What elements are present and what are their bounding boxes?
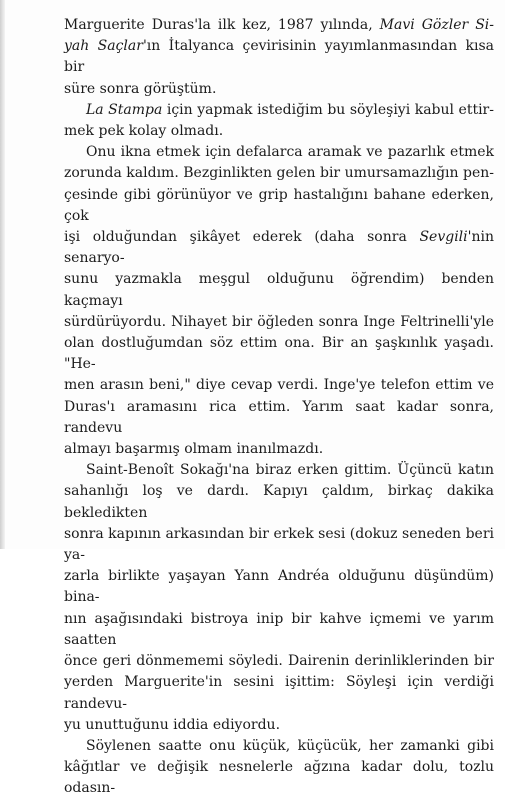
body-text — [64, 15, 494, 800]
text-run: Onu ikna etmek için defalarca aramak ve pazarlık etmek — [86, 144, 494, 161]
text-run: çesinde gibi görünüyor ve grip hastalığını bahane ederken, çok — [64, 186, 494, 224]
text-run: Saint-Benoît Sokağı'na biraz erken gittim. Üçüncü katın — [86, 462, 494, 479]
text-run: Söylenen saatte onu küçük, küçücük, her zamanki gibi — [86, 737, 494, 754]
text-line — [64, 15, 494, 36]
text-line — [64, 609, 494, 651]
text-line — [64, 36, 494, 78]
text-line — [64, 227, 494, 269]
text-line — [64, 100, 494, 121]
text-run: yerden Marguerite'in sesini işittim: Söyleşi için verdiği randevu- — [64, 674, 494, 712]
text-line — [64, 460, 494, 481]
text-run: sürdürüyordu. Nihayet bir öğleden sonra Inge Feltrinelli'yle — [64, 313, 494, 330]
text-line — [64, 185, 494, 227]
text-run: men arasın beni," diye cevap verdi. Inge'ye telefon ettim ve — [64, 377, 494, 394]
text-line — [64, 715, 494, 736]
text-run: sahanlığı loş ve dardı. Kapıyı çaldım, birkaç dakika bekledikten — [64, 483, 494, 521]
italic-title: Mavi Gözler Si- — [379, 17, 494, 33]
text-line — [64, 163, 494, 184]
text-line — [64, 121, 494, 142]
text-run: mek pek kolay olmadı. — [64, 123, 224, 140]
italic-title: La Stampa — [86, 101, 163, 118]
text-line — [64, 333, 494, 375]
text-run: zorunda kaldım. Bezginlikten gelen bir umursamazlığın pen- — [64, 165, 494, 182]
text-run: işi olduğundan şikâyet ederek (daha sonra — [64, 229, 420, 246]
text-line — [64, 439, 494, 460]
italic-title: Sevgili — [419, 229, 468, 246]
text-line — [64, 481, 494, 523]
text-run: 'nin senaryo- — [64, 229, 494, 267]
text-run: nın aşağısındaki bistroya inip bir kahve içmemi ve yarım saatten — [64, 610, 494, 648]
text-run: kâğıtlar ve değişik nesnelerle ağzına kadar dolu, tozlu odasın- — [64, 759, 494, 797]
text-run: almayı başarmış olmam inanılmazdı. — [64, 441, 324, 458]
text-line — [64, 375, 494, 396]
text-line — [64, 524, 494, 566]
page-binding-shadow — [0, 0, 5, 549]
text-line — [64, 397, 494, 439]
text-line — [64, 736, 494, 757]
text-run: olan dostluğumdan söz ettim ona. Bir an şaşkınlık yaşadı. "He- — [64, 335, 494, 373]
text-line — [64, 651, 494, 672]
text-line — [64, 312, 494, 333]
text-line — [64, 566, 494, 608]
text-run: 'ın İtalyanca çevirisinin yayımlanmasından kısa bir — [64, 38, 494, 76]
text-run: Duras'ı aramasını rica ettim. Yarım saat kadar sonra, randevu — [64, 398, 494, 436]
text-line — [64, 79, 494, 100]
text-run: zarla birlikte yaşayan Yann Andréa olduğunu düşündüm) bina- — [64, 568, 494, 606]
text-run: sonra kapının arkasından bir erkek sesi (dokuz seneden beri ya- — [64, 525, 494, 564]
text-run: sunu yazmakla meşgul olduğunu öğrendim) benden kaçmayı — [64, 271, 494, 309]
text-run: yu unuttuğunu iddia ediyordu. — [64, 716, 281, 733]
italic-title: yah Saçlar — [64, 38, 143, 55]
text-run: için yapmak istediğim bu söyleşiyi kabul ettir- — [162, 101, 494, 118]
text-run: süre sonra görüştüm. — [64, 80, 217, 97]
text-line — [64, 672, 494, 714]
text-run: önce geri dönmememi söyledi. Dairenin derinliklerinden bir — [64, 653, 494, 670]
text-line — [64, 757, 494, 799]
text-line — [64, 269, 494, 311]
text-run: Marguerite Duras'la ilk kez, 1987 yılında, — [64, 17, 380, 33]
text-line — [64, 142, 494, 163]
